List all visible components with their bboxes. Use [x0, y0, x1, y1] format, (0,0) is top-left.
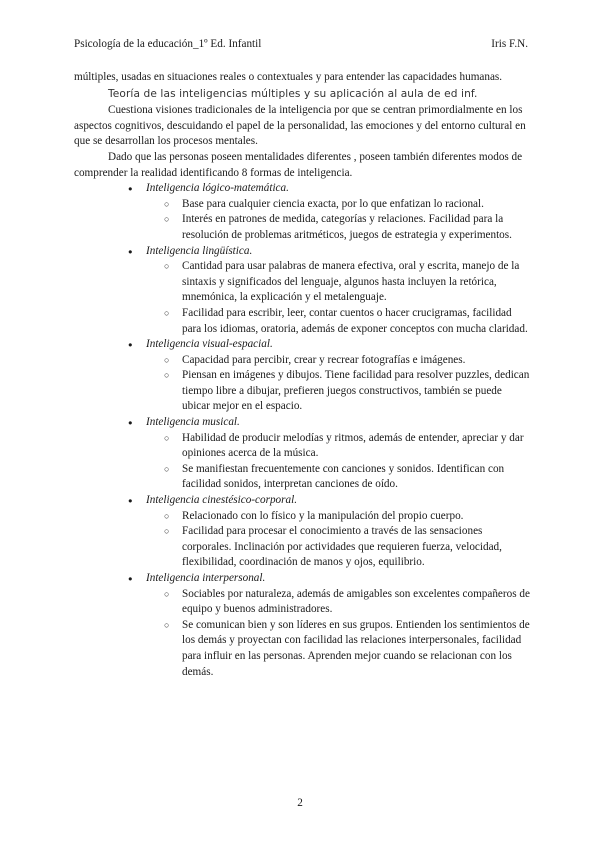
page-number: 2	[297, 797, 303, 809]
sub-list	[146, 431, 532, 493]
list-item: ○ Facilidad para escribir, leer, contar cuentos o hacer crucigramas, facilidad para los idiomas, oratoria, además de exponer conceptos con mucha claridad.	[182, 306, 532, 337]
intelligence-title: ● Inteligencia musical.	[146, 416, 240, 429]
list-item	[146, 415, 532, 493]
page-content	[74, 70, 532, 680]
list-item: ○ Interés en patrones de medida, categorías y relaciones. Facilidad para la resolución de problemas aritméticos, juegos de estrategia y experimentos.	[182, 212, 532, 243]
intelligence-title: ● Inteligencia interpersonal.	[146, 572, 266, 584]
header-course-title: Psicología de la educación_1º Ed. Infantil	[74, 38, 262, 50]
page-header	[74, 38, 528, 54]
list-item	[146, 493, 532, 571]
section-heading: Teoría de las inteligencias múltiples y su aplicación al aula de ed inf.	[108, 87, 478, 100]
header-author: Iris F.N.	[491, 38, 528, 50]
intelligences-list	[74, 181, 532, 680]
list-item: ○ Se manifiestan frecuentemente con canciones y sonidos. Identifican con facilidad sonidos, interpretan canciones de oído.	[182, 462, 532, 493]
list-item	[146, 181, 532, 243]
list-item	[146, 244, 532, 338]
list-item: ○ Sociables por naturaleza, además de amigables son excelentes compañeros de equipo y buenos administradores.	[182, 587, 532, 618]
list-item: ○ Facilidad para procesar el conocimiento a través de las sensaciones corporales. Inclinación por actividades que requieren fuerza, velocidad, flexibilidad, coordinación de manos y ojos, equilibrio.	[182, 524, 532, 571]
list-item: ○ Relacionado con lo físico y la manipulación del propio cuerpo.	[182, 509, 532, 525]
sub-list	[146, 259, 532, 337]
intelligence-title: ● Inteligencia lógico-matemática.	[146, 182, 289, 195]
list-item: ○ Base para cualquier ciencia exacta, por lo que enfatizan lo racional.	[182, 197, 532, 213]
intro-text: múltiples, usadas en situaciones reales o contextuales y para entender las capacidades humanas.	[74, 71, 503, 83]
list-item: ○ Cantidad para usar palabras de manera efectiva, oral y escrita, manejo de la sintaxis y significados del lenguaje, algunos hasta incluyen la retórica, mnemónica, la explicación y el metalenguaje.	[182, 259, 532, 306]
intelligence-title: ● Inteligencia cinestésico-corporal.	[146, 494, 297, 507]
intelligence-title: ● Inteligencia lingüística.	[146, 244, 253, 257]
intelligence-title: ● Inteligencia visual-espacial.	[146, 338, 273, 351]
list-item: ○ Piensan en imágenes y dibujos. Tiene facilidad para resolver puzzles, dedican tiempo libre a dibujar, prefieren juegos constructivos, también se puede ubicar mejor en el espacio.	[182, 368, 532, 415]
list-item: ○ Capacidad para percibir, crear y recrear fotografías e imágenes.	[182, 353, 532, 369]
sub-list	[146, 587, 532, 681]
sub-list	[146, 509, 532, 571]
paragraph-2: Dado que las personas poseen mentalidades diferentes , poseen también diferentes modos de comprender la realidad identificando 8 formas de inteligencia.	[74, 150, 523, 179]
list-item	[146, 571, 532, 680]
sub-list	[146, 197, 532, 244]
sub-list	[146, 353, 532, 415]
list-item: ○ Se comunican bien y son líderes en sus grupos. Entienden los sentimientos de los demás y proyectan con facilidad las relaciones interpersonales, facilidad para influir en las personas. Aprenden mejor cuando se relacionan con los demás.	[182, 618, 532, 680]
list-item	[146, 337, 532, 415]
paragraph-1: Cuestiona visiones tradicionales de la inteligencia por que se centran primordialmente en los aspectos cognitivos, descuidando el papel de la personalidad, las emociones y del entorno cultural en que se desarrollan los procesos mentales.	[74, 104, 526, 148]
list-item: ○ Habilidad de producir melodías y ritmos, además de entender, apreciar y dar opiniones acerca de la música.	[182, 431, 532, 462]
